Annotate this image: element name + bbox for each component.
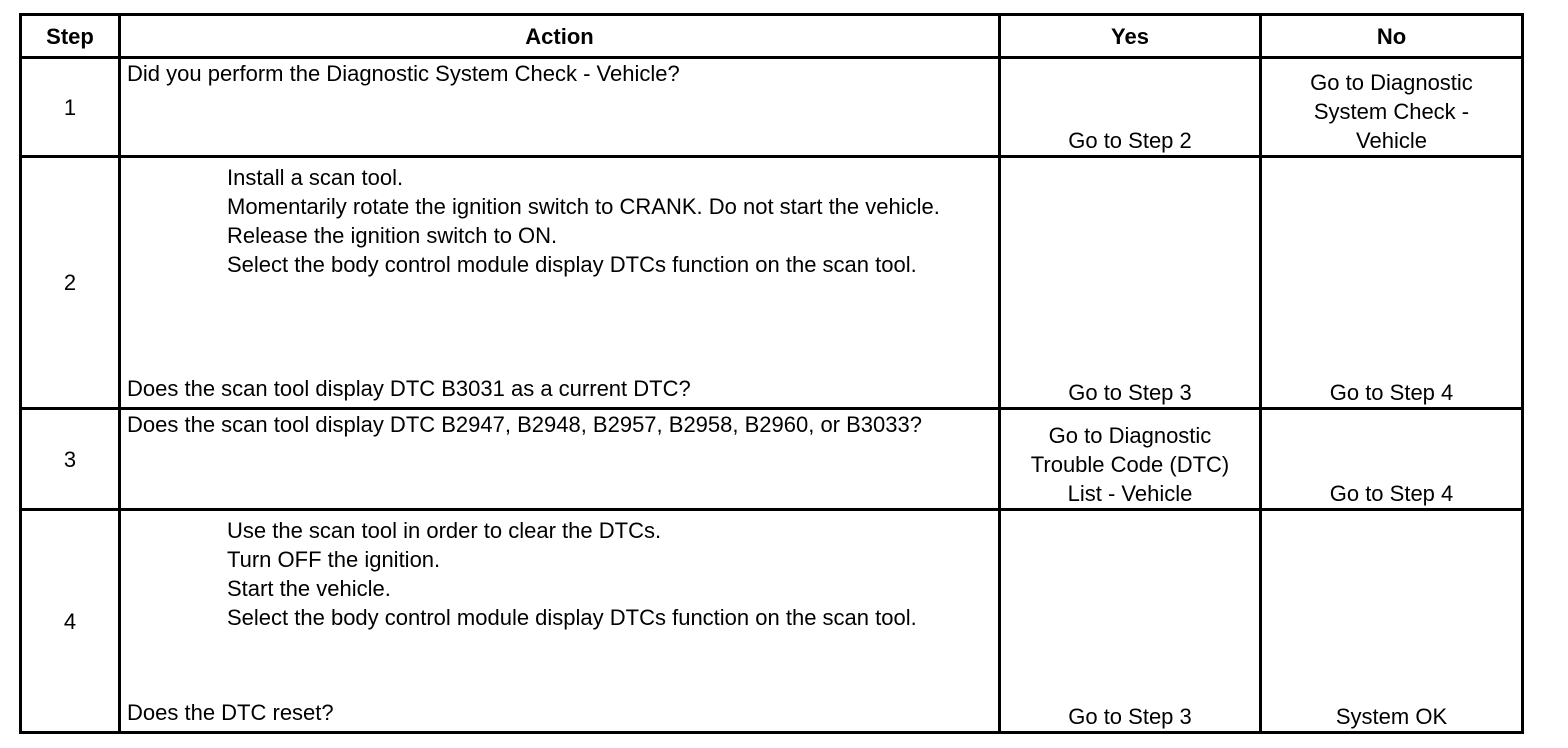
action-question: Does the DTC reset? [127, 700, 334, 725]
header-row [21, 15, 1523, 58]
step-number: 3 [21, 409, 120, 510]
table-row [21, 58, 1523, 157]
procedure-step: Release the ignition switch to ON. [227, 223, 558, 248]
procedure-step: Start the vehicle. [227, 576, 391, 601]
yes-outcome: Go to Step 3 [1000, 510, 1261, 733]
action-cell [120, 510, 1000, 733]
procedure-step: Select the body control module display DTCs function on the scan tool. [227, 252, 917, 277]
no-outcome: Go to Step 4 [1261, 157, 1523, 409]
step-number: 2 [21, 157, 120, 409]
action-cell [120, 157, 1000, 409]
action-question: Does the scan tool display DTC B3031 as a current DTC? [127, 376, 691, 401]
no-outcome: System OK [1261, 510, 1523, 733]
no-outcome: Go to Diagnostic System Check - Vehicle [1261, 58, 1523, 157]
table-row [21, 510, 1523, 733]
action-cell [120, 58, 1000, 157]
header-step: Step [21, 15, 120, 58]
yes-outcome: Go to Step 3 [1000, 157, 1261, 409]
procedure-step: Use the scan tool in order to clear the DTCs. [227, 518, 662, 543]
yes-outcome: Go to Step 2 [1000, 58, 1261, 157]
yes-outcome: Go to Diagnostic Trouble Code (DTC) List - Vehicle [1000, 409, 1261, 510]
diagnostic-table [19, 13, 1524, 734]
action-question: Did you perform the Diagnostic System Check - Vehicle? [127, 61, 680, 86]
no-outcome: Go to Step 4 [1261, 409, 1523, 510]
procedure-step: Select the body control module display DTCs function on the scan tool. [227, 605, 917, 630]
procedure-step: Turn OFF the ignition. [227, 547, 441, 572]
action-cell [120, 409, 1000, 510]
step-number: 1 [21, 58, 120, 157]
procedure-step: Install a scan tool. [227, 165, 404, 190]
action-question: Does the scan tool display DTC B2947, B2948, B2957, B2958, B2960, or B3033? [127, 412, 922, 437]
procedure-steps [127, 516, 992, 632]
header-yes: Yes [1000, 15, 1261, 58]
header-no: No [1261, 15, 1523, 58]
procedure-steps [127, 163, 992, 279]
header-action: Action [120, 15, 1000, 58]
step-number: 4 [21, 510, 120, 733]
procedure-step: Momentarily rotate the ignition switch to CRANK. Do not start the vehicle. [227, 194, 940, 219]
table-row [21, 157, 1523, 409]
table-row [21, 409, 1523, 510]
